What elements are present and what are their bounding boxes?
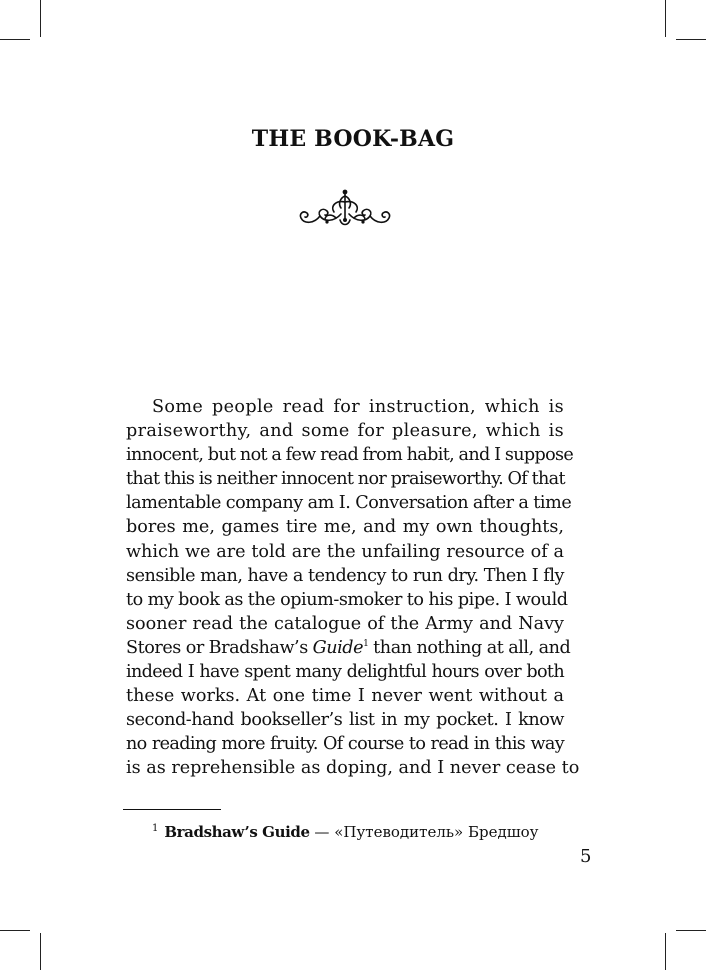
body-line: praiseworthy, and some for pleasure, which is [126,421,564,442]
body-line: is as reprehensible as doping, and I never cease to [126,758,580,779]
floral-flourish-icon [296,188,394,230]
footnote-term: Bradshaw’s Guide [164,823,310,841]
footnote-dash: — [309,823,335,841]
crop-mark-bottom-right [665,933,666,970]
body-line: no reading more fruity. Of course to read in this way [126,734,564,755]
footnote [152,818,539,843]
crop-mark-bottom-left-h [0,930,30,931]
guide-title: Guide [312,637,364,658]
crop-mark-top-right [665,0,666,37]
body-line: bores me, games tire me, and my own thoughts, [126,517,564,538]
crop-mark-top-right-h [676,39,706,40]
footnote-rule [123,809,221,810]
crop-mark-bottom-left [40,933,41,970]
footnote-translation: «Путеводитель» Бредшоу [334,823,539,841]
body-line-end: than nothing at all, and [368,637,571,658]
chapter-title: THE BOOK-BAG [251,126,455,152]
body-line: to my book as the opium-smoker to his pipe. I would [126,589,568,610]
footnote-reference: 1 [363,638,369,649]
body-line: second-hand bookseller’s list in my pocket. I know [126,710,564,731]
body-line: which we are told are the unfailing resource of a [126,541,564,562]
body-text [126,395,580,781]
body-line: that this is neither innocent nor praiseworthy. Of that [126,469,565,490]
body-line: these works. At one time I never went without a [126,686,564,707]
body-line-start: Stores or Bradshaw’s [126,637,313,658]
body-line: sooner read the catalogue of the Army and Navy [126,613,564,634]
page-number: 5 [580,846,592,867]
body-line: sensible man, have a tendency to run dry. Then I fly [126,565,564,586]
body-line: lamentable company am I. Conversation after a time [126,493,572,514]
body-line: indeed I have spent many delightful hours over both [126,662,564,683]
body-line: Some people read for instruction, which is [152,397,564,417]
crop-mark-bottom-right-h [676,930,706,931]
body-line: innocent, but not a few read from habit, and I suppose [126,445,574,466]
crop-mark-top-left [40,0,41,37]
footnote-number: 1 [152,823,159,834]
crop-mark-top-left-h [0,39,30,40]
body-line-with-footnote [126,636,571,660]
